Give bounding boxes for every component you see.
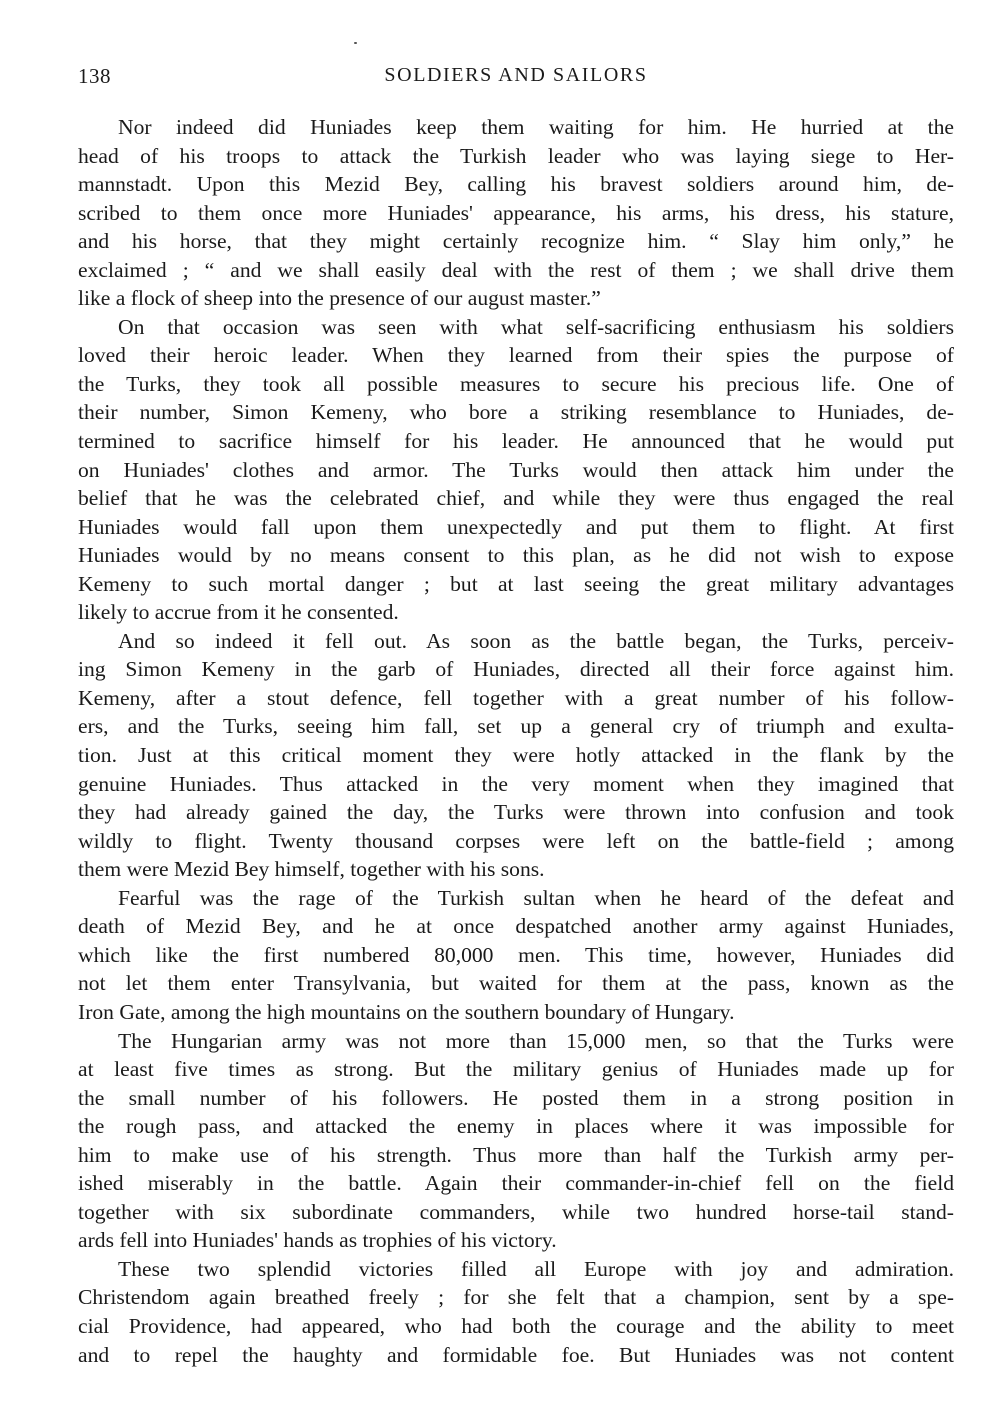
text-line: and his horse, that they might certainly recognize him. “ Slay him only,” he bbox=[78, 229, 954, 254]
text-line: belief that he was the celebrated chief, and while they were thus engaged the real bbox=[78, 486, 954, 511]
text-line: head of his troops to attack the Turkish leader who was laying siege to Her- bbox=[78, 143, 954, 168]
text-line: him to make use of his strength. Thus more than half the Turkish army per- bbox=[78, 1142, 954, 1167]
text-line: And so indeed it fell out. As soon as the battle began, the Turks, perceiv- bbox=[118, 628, 954, 653]
text-line: ers, and the Turks, seeing him fall, set up a general cry of triumph and exulta- bbox=[78, 714, 954, 739]
book-page bbox=[78, 62, 954, 1369]
text-line: Huniades would by no means consent to this plan, as he did not wish to expose bbox=[78, 543, 954, 568]
text-line: loved their heroic leader. When they learned from their spies the purpose of bbox=[78, 343, 954, 368]
text-line: like a flock of sheep into the presence of our august master.” bbox=[78, 286, 601, 311]
running-title: SOLDIERS AND SAILORS bbox=[384, 64, 648, 86]
text-line: tion. Just at this critical moment they were hotly attacked in the flank by the bbox=[78, 743, 954, 768]
text-line: together with six subordinate commanders, while two hundred horse-tail stand- bbox=[78, 1199, 954, 1224]
text-line: Kemeny to such mortal danger ; but at last seeing the great military advantages bbox=[78, 571, 954, 596]
text-line: On that occasion was seen with what self-sacrificing enthusiasm his soldiers bbox=[118, 314, 954, 339]
page-header bbox=[78, 62, 954, 96]
text-line: ished miserably in the battle. Again their commander-in-chief fell on the field bbox=[78, 1171, 954, 1196]
text-line: on Huniades' clothes and armor. The Turks would then attack him under the bbox=[78, 457, 954, 482]
text-line: scribed to them once more Huniades' appearance, his arms, his dress, his stature, bbox=[78, 200, 954, 225]
text-line: Christendom again breathed freely ; for she felt that a champion, sent by a spe- bbox=[78, 1285, 954, 1310]
paragraph bbox=[78, 313, 954, 627]
text-line: mannstadt. Upon this Mezid Bey, calling his bravest soldiers around him, de- bbox=[78, 172, 954, 197]
text-line: their number, Simon Kemeny, who bore a striking resemblance to Huniades, de- bbox=[78, 400, 954, 425]
text-line: not let them enter Transylvania, but waited for them at the pass, known as the bbox=[78, 971, 954, 996]
text-line: and to repel the haughty and formidable foe. But Huniades was not content bbox=[78, 1342, 954, 1367]
page-number: 138 bbox=[78, 64, 111, 88]
text-line: death of Mezid Bey, and he at once despatched another army against Huniades, bbox=[78, 914, 954, 939]
text-line: termined to sacrifice himself for his leader. He announced that he would put bbox=[78, 429, 954, 454]
text-line: Huniades would fall upon them unexpectedly and put them to flight. At first bbox=[78, 514, 954, 539]
text-line: exclaimed ; “ and we shall easily deal with the rest of them ; we shall drive them bbox=[78, 257, 954, 282]
ink-speck bbox=[354, 42, 357, 44]
text-line: These two splendid victories filled all Europe with joy and admiration. bbox=[118, 1256, 954, 1281]
text-line: Iron Gate, among the high mountains on the southern boundary of Hungary. bbox=[78, 999, 735, 1024]
text-line: Fearful was the rage of the Turkish sultan when he heard of the defeat and bbox=[118, 885, 954, 910]
text-line: wildly to flight. Twenty thousand corpses were left on the battle-field ; among bbox=[78, 828, 954, 853]
text-line: The Hungarian army was not more than 15,000 men, so that the Turks were bbox=[118, 1028, 954, 1053]
text-line: them were Mezid Bey himself, together with his sons. bbox=[78, 857, 545, 882]
paragraph bbox=[78, 1255, 954, 1369]
text-line: the rough pass, and attacked the enemy in places where it was impossible for bbox=[78, 1114, 954, 1139]
paragraph bbox=[78, 884, 954, 1027]
text-line: genuine Huniades. Thus attacked in the very moment when they imagined that bbox=[78, 771, 954, 796]
text-line: the small number of his followers. He posted them in a strong position in bbox=[78, 1085, 954, 1110]
paragraph bbox=[78, 1027, 954, 1255]
text-line: cial Providence, had appeared, who had both the courage and the ability to meet bbox=[78, 1313, 954, 1338]
text-line: Kemeny, after a stout defence, fell together with a great number of his follow- bbox=[78, 685, 954, 710]
paragraph bbox=[78, 113, 954, 313]
text-line: Nor indeed did Huniades keep them waiting for him. He hurried at the bbox=[118, 115, 954, 139]
text-line: the Turks, they took all possible measures to secure his precious life. One of bbox=[78, 371, 954, 396]
text-line: they had already gained the day, the Turks were thrown into confusion and took bbox=[78, 800, 954, 825]
text-line: likely to accrue from it he consented. bbox=[78, 600, 399, 625]
text-line: ing Simon Kemeny in the garb of Huniades, directed all their force against him. bbox=[78, 657, 954, 682]
text-line: ards fell into Huniades' hands as trophies of his victory. bbox=[78, 1228, 557, 1253]
text-line: which like the first numbered 80,000 men. This time, however, Huniades did bbox=[78, 942, 954, 967]
paragraph bbox=[78, 627, 954, 884]
body-text bbox=[78, 113, 954, 1369]
text-line: at least five times as strong. But the military genius of Huniades made up for bbox=[78, 1057, 954, 1082]
